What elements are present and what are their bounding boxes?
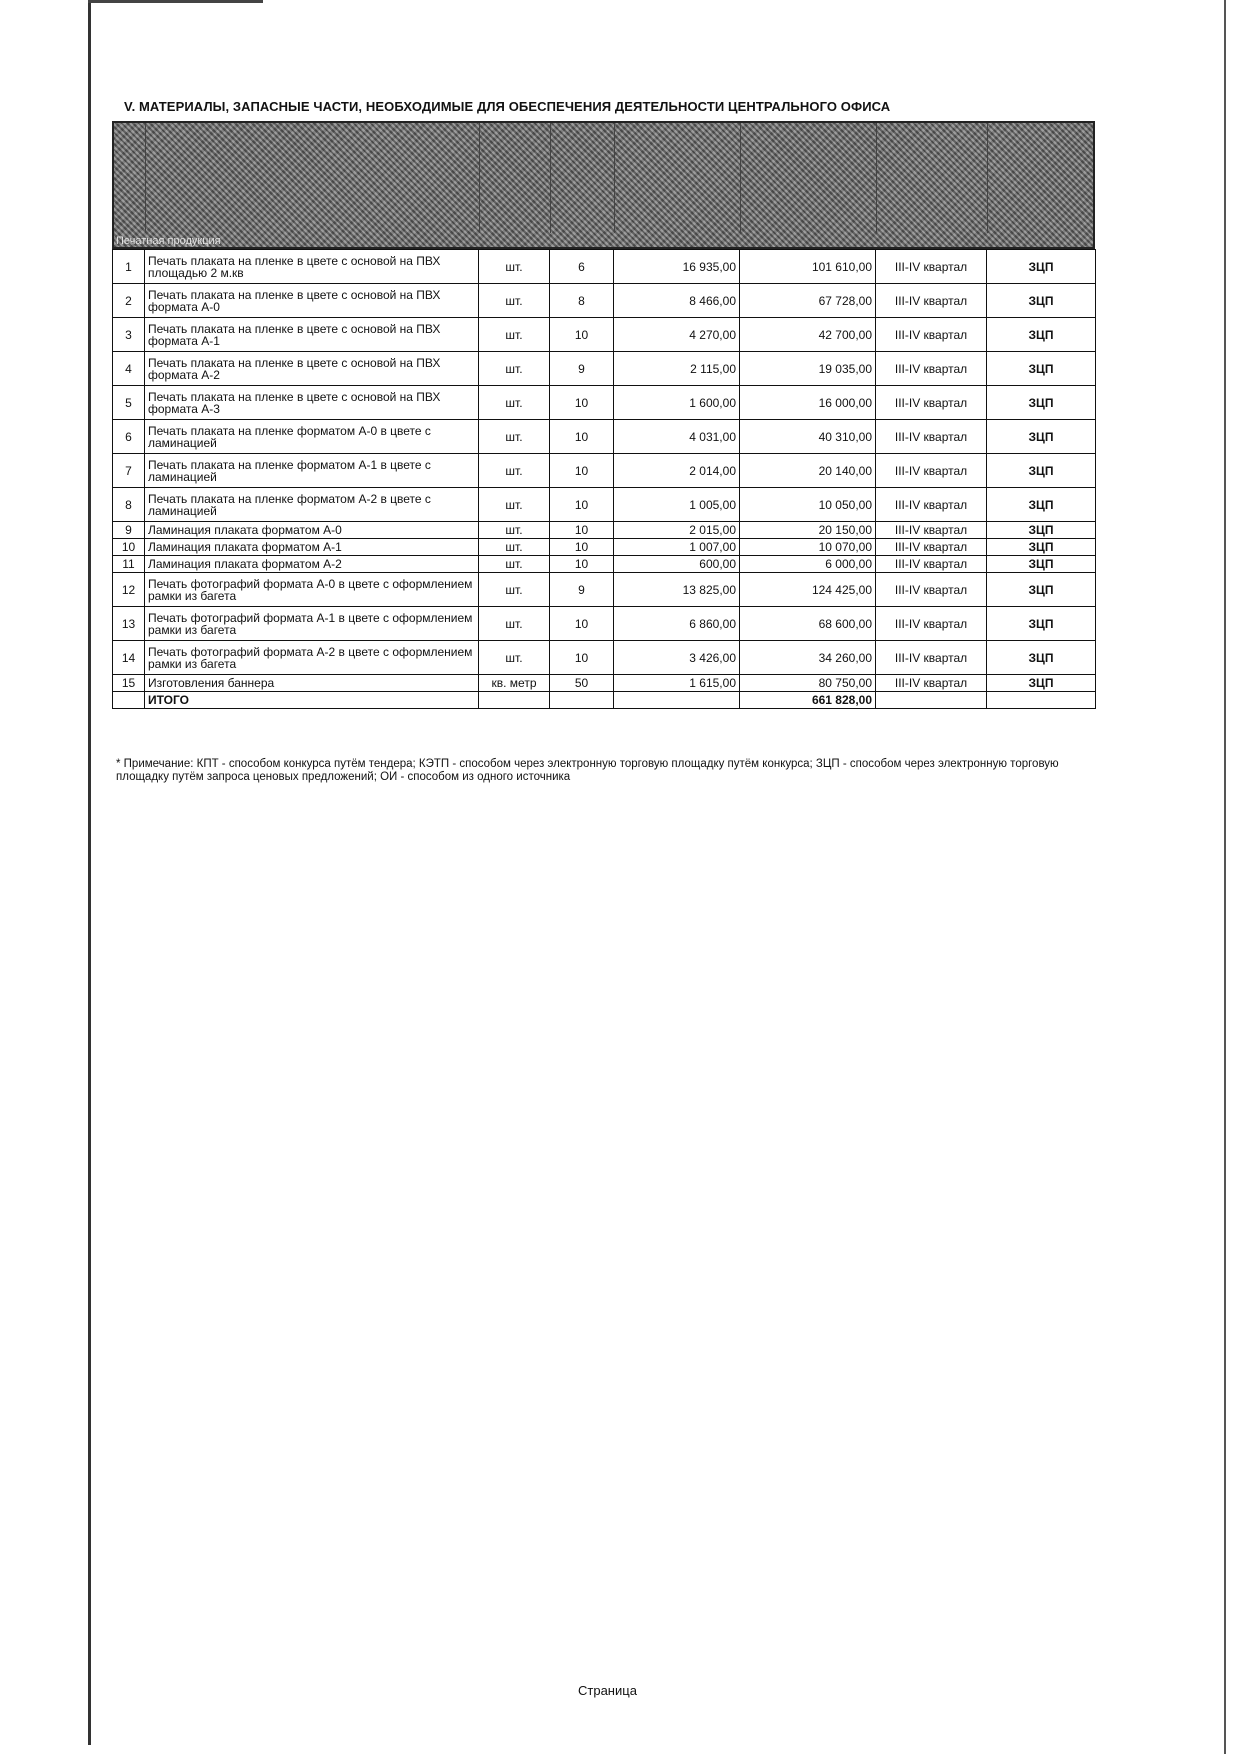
cell-price: 2 115,00 [614,352,740,386]
cell-qty: 6 [550,250,614,284]
cell-sum: 101 610,00 [740,250,876,284]
cell-sum: 10 070,00 [740,539,876,556]
cell-period: III-IV квартал [876,352,987,386]
total-sum: 661 828,00 [740,692,876,709]
cell-method: ЗЦП [987,250,1096,284]
cell-price: 4 270,00 [614,318,740,352]
cell-name: Ламинация плаката форматом А-1 [145,539,479,556]
materials-table [112,121,1096,709]
cell-unit: шт. [479,641,550,675]
cell-unit: шт. [479,352,550,386]
cell-qty: 10 [550,454,614,488]
table-row [113,318,1096,352]
cell-unit: шт. [479,420,550,454]
cell-period: III-IV квартал [876,539,987,556]
header-col-number [114,123,146,233]
cell-name: Печать плаката на пленке в цвете с основой на ПВХ формата А-0 [145,284,479,318]
cell-name: Ламинация плаката форматом А-2 [145,556,479,573]
cell-num: 6 [113,420,145,454]
cell-sum: 19 035,00 [740,352,876,386]
header-col-price [615,123,741,233]
cell-sum: 16 000,00 [740,386,876,420]
cell-method: ЗЦП [987,352,1096,386]
total-empty-cell [550,692,614,709]
cell-name: Печать плаката на пленке форматом А-0 в цвете с ламинацией [145,420,479,454]
table-row [113,675,1096,692]
table-row [113,386,1096,420]
cell-method: ЗЦП [987,284,1096,318]
cell-name: Печать плаката на пленке в цвете с основой на ПВХ площадью 2 м.кв [145,250,479,284]
cell-period: III-IV квартал [876,573,987,607]
cell-num: 12 [113,573,145,607]
cell-price: 2 015,00 [614,522,740,539]
cell-sum: 80 750,00 [740,675,876,692]
cell-unit: шт. [479,454,550,488]
cell-qty: 10 [550,522,614,539]
cell-sum: 68 600,00 [740,607,876,641]
cell-name: Печать плаката на пленке в цвете с основой на ПВХ формата А-3 [145,386,479,420]
cell-method: ЗЦП [987,573,1096,607]
table-row [113,420,1096,454]
table-row [113,522,1096,539]
cell-sum: 124 425,00 [740,573,876,607]
cell-num: 8 [113,488,145,522]
header-col-unit [480,123,551,233]
cell-period: III-IV квартал [876,318,987,352]
cell-period: III-IV квартал [876,420,987,454]
cell-price: 1 600,00 [614,386,740,420]
table-row [113,556,1096,573]
cell-unit: шт. [479,386,550,420]
cell-qty: 10 [550,539,614,556]
cell-price: 600,00 [614,556,740,573]
cell-num: 4 [113,352,145,386]
cell-unit: шт. [479,284,550,318]
cell-unit: шт. [479,573,550,607]
cell-name: Печать фотографий формата А-2 в цвете с оформлением рамки из багета [145,641,479,675]
cell-qty: 10 [550,556,614,573]
cell-price: 8 466,00 [614,284,740,318]
cell-period: III-IV квартал [876,250,987,284]
cell-period: III-IV квартал [876,488,987,522]
cell-num: 5 [113,386,145,420]
cell-period: III-IV квартал [876,284,987,318]
cell-num: 7 [113,454,145,488]
cell-period: III-IV квартал [876,607,987,641]
items-table [112,249,1096,709]
total-empty-cell [876,692,987,709]
cell-name: Печать плаката на пленке форматом А-1 в цвете с ламинацией [145,454,479,488]
cell-qty: 10 [550,607,614,641]
cell-sum: 20 140,00 [740,454,876,488]
cell-qty: 9 [550,352,614,386]
cell-unit: шт. [479,522,550,539]
cell-price: 1 005,00 [614,488,740,522]
table-row [113,641,1096,675]
cell-sum: 40 310,00 [740,420,876,454]
cell-num: 15 [113,675,145,692]
cell-qty: 10 [550,488,614,522]
cell-price: 2 014,00 [614,454,740,488]
header-col-period [877,123,988,233]
cell-unit: шт. [479,556,550,573]
cell-qty: 10 [550,641,614,675]
table-row [113,607,1096,641]
cell-period: III-IV квартал [876,556,987,573]
cell-num: 11 [113,556,145,573]
cell-method: ЗЦП [987,607,1096,641]
cell-method: ЗЦП [987,420,1096,454]
header-col-method [988,123,1093,233]
footnote: * Примечание: КПТ - способом конкурса путём тендера; КЭТП - способом через электронную торговую площадку путём конкурса; ЗЦП - способом через электронную торговую площадку путём запроса ценовых предложений; ОИ - способом из одного источника [116,758,1059,783]
cell-name: Ламинация плаката форматом А-0 [145,522,479,539]
cell-period: III-IV квартал [876,675,987,692]
cell-method: ЗЦП [987,488,1096,522]
scan-border-left [88,0,91,1745]
total-empty-cell [614,692,740,709]
cell-price: 1 615,00 [614,675,740,692]
table-row [113,250,1096,284]
cell-price: 1 007,00 [614,539,740,556]
header-col-sum [741,123,877,233]
cell-sum: 10 050,00 [740,488,876,522]
cell-num: 3 [113,318,145,352]
table-row [113,539,1096,556]
cell-period: III-IV квартал [876,522,987,539]
cell-name: Печать плаката на пленке в цвете с основой на ПВХ формата А-2 [145,352,479,386]
cell-price: 6 860,00 [614,607,740,641]
cell-sum: 67 728,00 [740,284,876,318]
cell-unit: кв. метр [479,675,550,692]
total-row [113,692,1096,709]
total-empty-cell [479,692,550,709]
cell-method: ЗЦП [987,556,1096,573]
cell-unit: шт. [479,250,550,284]
cell-sum: 20 150,00 [740,522,876,539]
cell-unit: шт. [479,607,550,641]
scan-border-top [88,0,263,3]
cell-qty: 50 [550,675,614,692]
cell-name: Изготовления баннера [145,675,479,692]
cell-name: Печать плаката на пленке форматом А-2 в цвете с ламинацией [145,488,479,522]
cell-name: Печать фотографий формата А-0 в цвете с оформлением рамки из багета [145,573,479,607]
cell-method: ЗЦП [987,641,1096,675]
cell-name: Печать плаката на пленке в цвете с основой на ПВХ формата А-1 [145,318,479,352]
cell-price: 4 031,00 [614,420,740,454]
cell-method: ЗЦП [987,522,1096,539]
section-label: Печатная продукция [116,235,221,247]
cell-num: 10 [113,539,145,556]
cell-method: ЗЦП [987,675,1096,692]
cell-method: ЗЦП [987,318,1096,352]
cell-unit: шт. [479,539,550,556]
total-label: ИТОГО [145,692,479,709]
table-row [113,352,1096,386]
cell-sum: 6 000,00 [740,556,876,573]
cell-qty: 10 [550,386,614,420]
page-footer: Страница [578,1683,637,1698]
cell-num: 9 [113,522,145,539]
cell-num: 1 [113,250,145,284]
total-empty-cell [113,692,145,709]
cell-name: Печать фотографий формата А-1 в цвете с оформлением рамки из багета [145,607,479,641]
cell-num: 14 [113,641,145,675]
table-header-shaded [112,121,1095,249]
cell-qty: 10 [550,318,614,352]
scan-border-right [1224,0,1226,1754]
cell-method: ЗЦП [987,539,1096,556]
cell-price: 13 825,00 [614,573,740,607]
cell-num: 13 [113,607,145,641]
cell-unit: шт. [479,318,550,352]
cell-qty: 10 [550,420,614,454]
header-col-qty [551,123,615,233]
cell-price: 3 426,00 [614,641,740,675]
cell-sum: 42 700,00 [740,318,876,352]
cell-method: ЗЦП [987,454,1096,488]
table-row [113,488,1096,522]
table-row [113,284,1096,318]
cell-qty: 9 [550,573,614,607]
cell-period: III-IV квартал [876,641,987,675]
cell-period: III-IV квартал [876,454,987,488]
cell-method: ЗЦП [987,386,1096,420]
header-col-name [146,123,480,233]
cell-unit: шт. [479,488,550,522]
table-row [113,573,1096,607]
cell-price: 16 935,00 [614,250,740,284]
cell-period: III-IV квартал [876,386,987,420]
table-row [113,454,1096,488]
total-empty-cell [987,692,1096,709]
cell-sum: 34 260,00 [740,641,876,675]
cell-num: 2 [113,284,145,318]
document-title: V. МАТЕРИАЛЫ, ЗАПАСНЫЕ ЧАСТИ, НЕОБХОДИМЫЕ ДЛЯ ОБЕСПЕЧЕНИЯ ДЕЯТЕЛЬНОСТИ ЦЕНТРАЛЬНОГО ОФИСА [124,99,891,114]
table-body [113,250,1096,709]
cell-qty: 8 [550,284,614,318]
